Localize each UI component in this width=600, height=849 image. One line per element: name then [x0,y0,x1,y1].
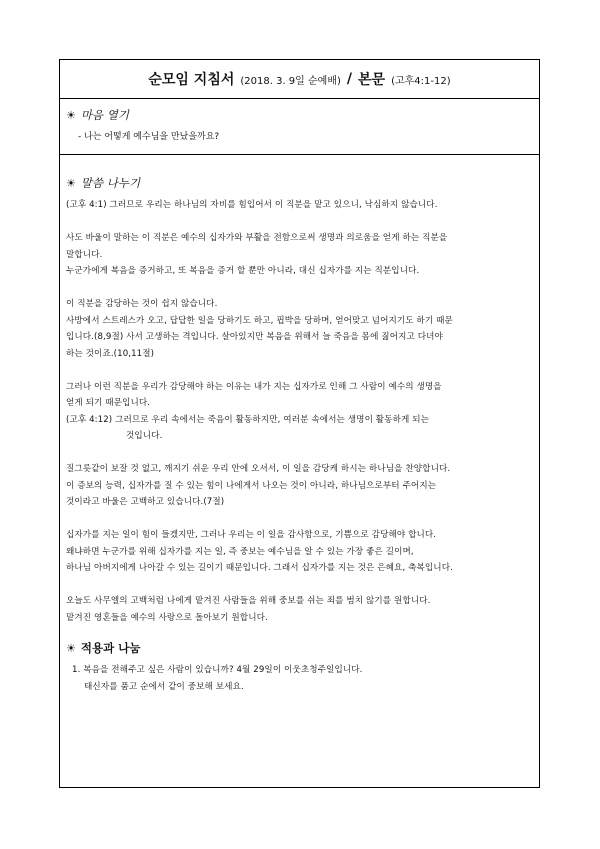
paragraph-line: 오늘도 사무엘의 고백처럼 나에게 맡겨진 사람들을 위해 중보를 쉬는 죄를 범치 않기를 원합니다. [66,596,431,606]
paragraph-line: (고후 4:1) 그러므로 우리는 하나님의 자비를 힘입어서 이 직분을 맡고 있으니, 낙심하지 않습니다. [66,200,438,210]
paragraph-line: (고후 4:12) 그러므로 우리 속에서는 죽음이 활동하지만, 여러분 속에서는 생명이 활동하게 되는 [66,414,430,425]
title-separator: / [346,71,353,87]
paragraph-line: 사방에서 스트레스가 오고, 답답한 일을 당하기도 하고, 핍박을 당하며, 얻어맞고 넘어지기도 하기 때문 [66,315,453,326]
paragraph-line: 그러나 이런 직분을 우리가 감당해야 하는 이유는 내가 지는 십자가로 인해 그 사람이 예수의 생명을 [66,381,442,392]
paragraph-line: 누군가에게 복음을 증거하고, 또 복음을 증거 할 뿐만 아니라, 대신 십자가를 지는 직분입니다. [66,266,420,276]
sharing-heading: 말씀 나누기 [80,176,141,190]
opening-question: - 나는 어떻게 예수님을 만났을까요? [78,132,220,142]
date-note: (2018. 3. 9일 순예배) [240,75,341,87]
sun-icon: ☀ [66,108,76,122]
paragraph-line: 하는 것이죠.(10,11절) [66,348,155,359]
paragraph-line: 맡겨진 영혼들을 예수의 사랑으로 돌아보기 원합니다. [66,612,268,623]
paragraph-line: 사도 바울이 말하는 이 직분은 예수의 십자가와 부활을 전함으로써 생명과 의로움을 얻게 하는 직분을 [66,233,448,243]
sharing-heading-row [66,175,533,191]
paragraph-line: 것이라고 바울은 고백하고 있습니다.(7절) [66,497,225,507]
paragraph-line: 것입니다. [126,431,163,441]
opening-heading: 마음 열기 [80,108,129,122]
application-heading-row [66,640,533,656]
paragraph-line: 이 증보의 능력, 십자가를 질 수 있는 힘이 나에게서 나오는 것이 아니라, 하나님으로부터 주어지는 [66,480,437,491]
paragraph-line: 얻게 되기 때문입니다. [66,398,151,408]
paragraph-line: 말합니다. [66,249,103,260]
title-row [60,60,539,99]
paragraph-line: 왜냐하면 누군가를 위해 십자가를 지는 일, 즉 중보는 예수님을 알 수 있는 가장 좋은 길이며, [66,546,414,557]
paragraph-line: 입니다.(8,9절) 사서 고생하는 격입니다. 살아있지만 복음을 위해서 늘 죽음을 몸에 짊어지고 다녀야 [66,332,443,342]
scripture-reference: (고후4:1-12) [391,75,451,87]
opening-section [60,99,539,155]
sharing-section [60,155,539,695]
application-line: 1. 복음을 전해주고 싶은 사람이 있습니까? 4월 29일이 이웃초청주일입니다. [72,665,363,675]
paragraph-line: 십자가를 지는 일이 힘이 들겠지만, 그러나 우리는 이 일을 감사함으로, 기쁨으로 감당해야 합니다. [66,530,437,540]
sun-icon: ☀ [66,641,76,655]
application-heading: 적용과 나눔 [80,641,141,655]
opening-heading-row [66,107,533,123]
application-line: 태신자를 품고 순에서 같이 중보해 보세요. [84,681,244,692]
scripture-label: 본문 [358,72,386,88]
sun-icon: ☀ [66,176,76,190]
worksheet-frame [59,59,540,788]
paragraph-line: 하나님 아버지에게 나아갈 수 있는 길이기 때문입니다. 그래서 십자가를 지는 것은 은혜요, 축복입니다. [66,563,453,573]
paragraph-line: 이 직분을 감당하는 것이 쉽지 않습니다. [66,299,218,309]
page-title: 순모임 지침서 [148,72,235,88]
paragraph-line: 질그릇같이 보잘 것 없고, 깨지기 쉬운 우리 안에 오셔서, 이 일을 감당케 하시는 하나님을 찬양합니다. [66,464,451,474]
